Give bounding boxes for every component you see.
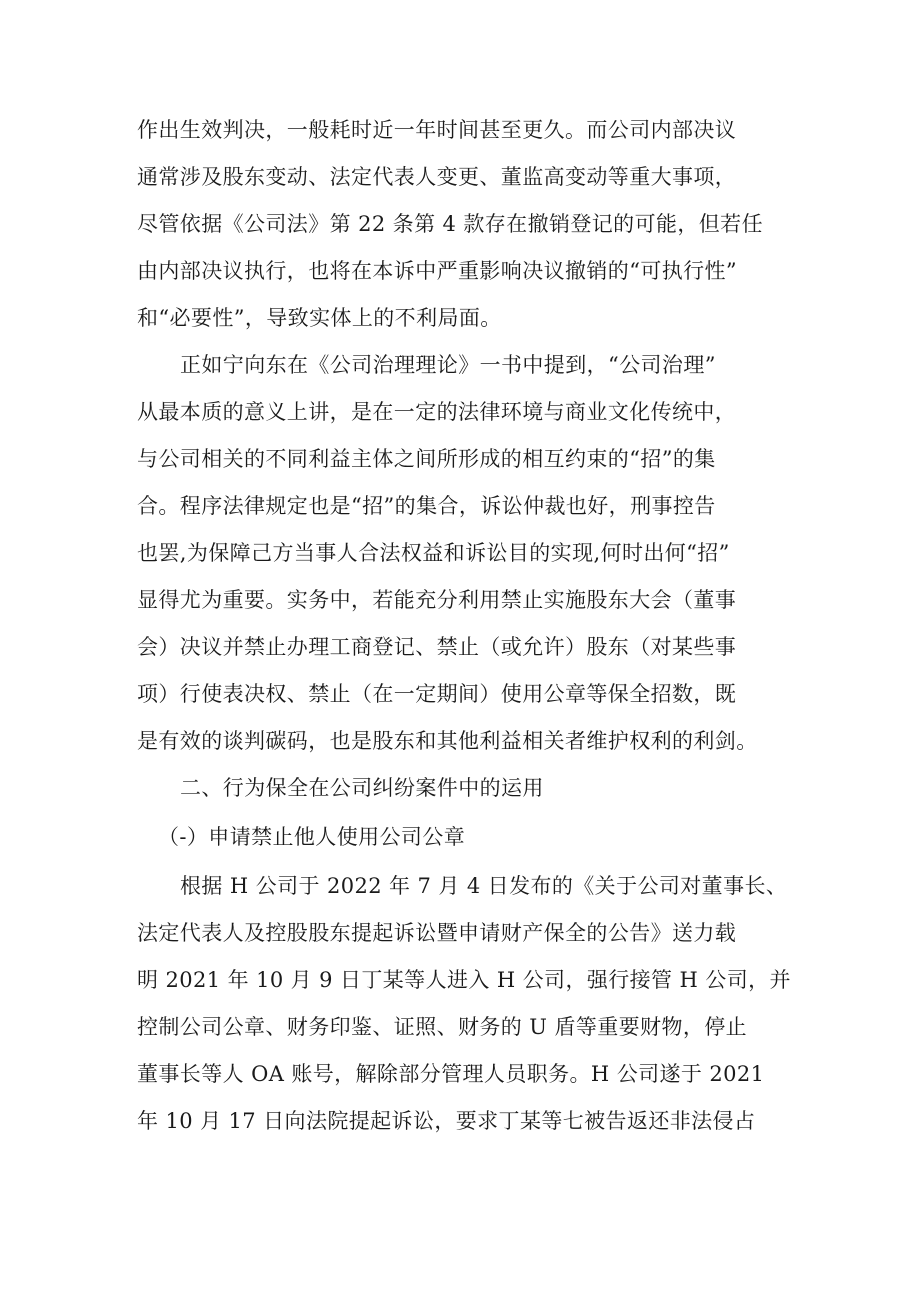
paragraph-2-line-2: 从最本质的意义上讲，是在一定的法律环境与商业文化传统中， [137,400,737,424]
section-heading: 二、行为保全在公司纠纷案件中的运用 [180,776,544,800]
paragraph-2-line-6: 显得尤为重要。实务中，若能充分利用禁止实施股东大会（董事 [137,588,737,612]
paragraph-1-line-3: 尽管依据《公司法》第 22 条第 4 款存在撤销登记的可能，但若任 [137,212,763,236]
paragraph-2-line-5: 也罢,为保障己方当事人合法权益和诉讼目的实现,何时出何“招” [137,541,730,565]
paragraph-3-line-2: 法定代表人及控股股东提起诉讼暨申请财产保全的公告》送力载 [137,921,737,945]
paragraph-3-line-3: 明 2021 年 10 月 9 日丁某等人进入 H 公司，强行接管 H 公司，并 [137,968,791,992]
paragraph-2-line-4: 合。程序法律规定也是“招”的集合，诉讼仲裁也好，刑事控告 [137,494,716,518]
subsection-heading: （-）申请禁止他人使用公司公章 [158,825,466,849]
paragraph-1-line-4: 由内部决议执行，也将在本诉中严重影响决议撤销的“可执行性” [137,259,738,283]
paragraph-3-line-6: 年 10 月 17 日向法院提起诉讼，要求丁某等七被告返还非法侵占 [137,1109,756,1133]
paragraph-2-line-3: 与公司相关的不同利益主体之间所形成的相互约束的“招”的集 [137,447,716,471]
paragraph-1-line-2: 通常涉及股东变动、法定代表人变更、董监高变动等重大事项， [137,165,737,189]
paragraph-3-line-4: 控制公司公章、财务印鉴、证照、财务的 U 盾等重要财物，停止 [137,1015,748,1039]
paragraph-2-line-8: 项）行使表决权、禁止（在一定期间）使用公章等保全招数，既 [137,682,737,706]
paragraph-1-line-1: 作出生效判决，一般耗时近一年时间甚至更久。而公司内部决议 [137,118,737,142]
paragraph-3-line-1: 根据 H 公司于 2022 年 7 月 4 日发布的《关于公司对董事长、 [180,874,788,898]
paragraph-3-line-5: 董事长等人 OA 账号，解除部分管理人员职务。H 公司遂于 2021 [137,1062,765,1086]
paragraph-2-line-9: 是有效的谈判碳码，也是股东和其他利益相关者维护权利的利剑。 [137,729,758,753]
paragraph-2-line-7: 会）决议并禁止办理工商登记、禁止（或允许）股东（对某些事 [137,635,737,659]
paragraph-1-line-5: 和“必要性”，导致实体上的不利局面。 [137,306,502,330]
paragraph-2-line-1: 正如宁向东在《公司治理理论》一书中提到，“公司治理” [180,353,716,377]
